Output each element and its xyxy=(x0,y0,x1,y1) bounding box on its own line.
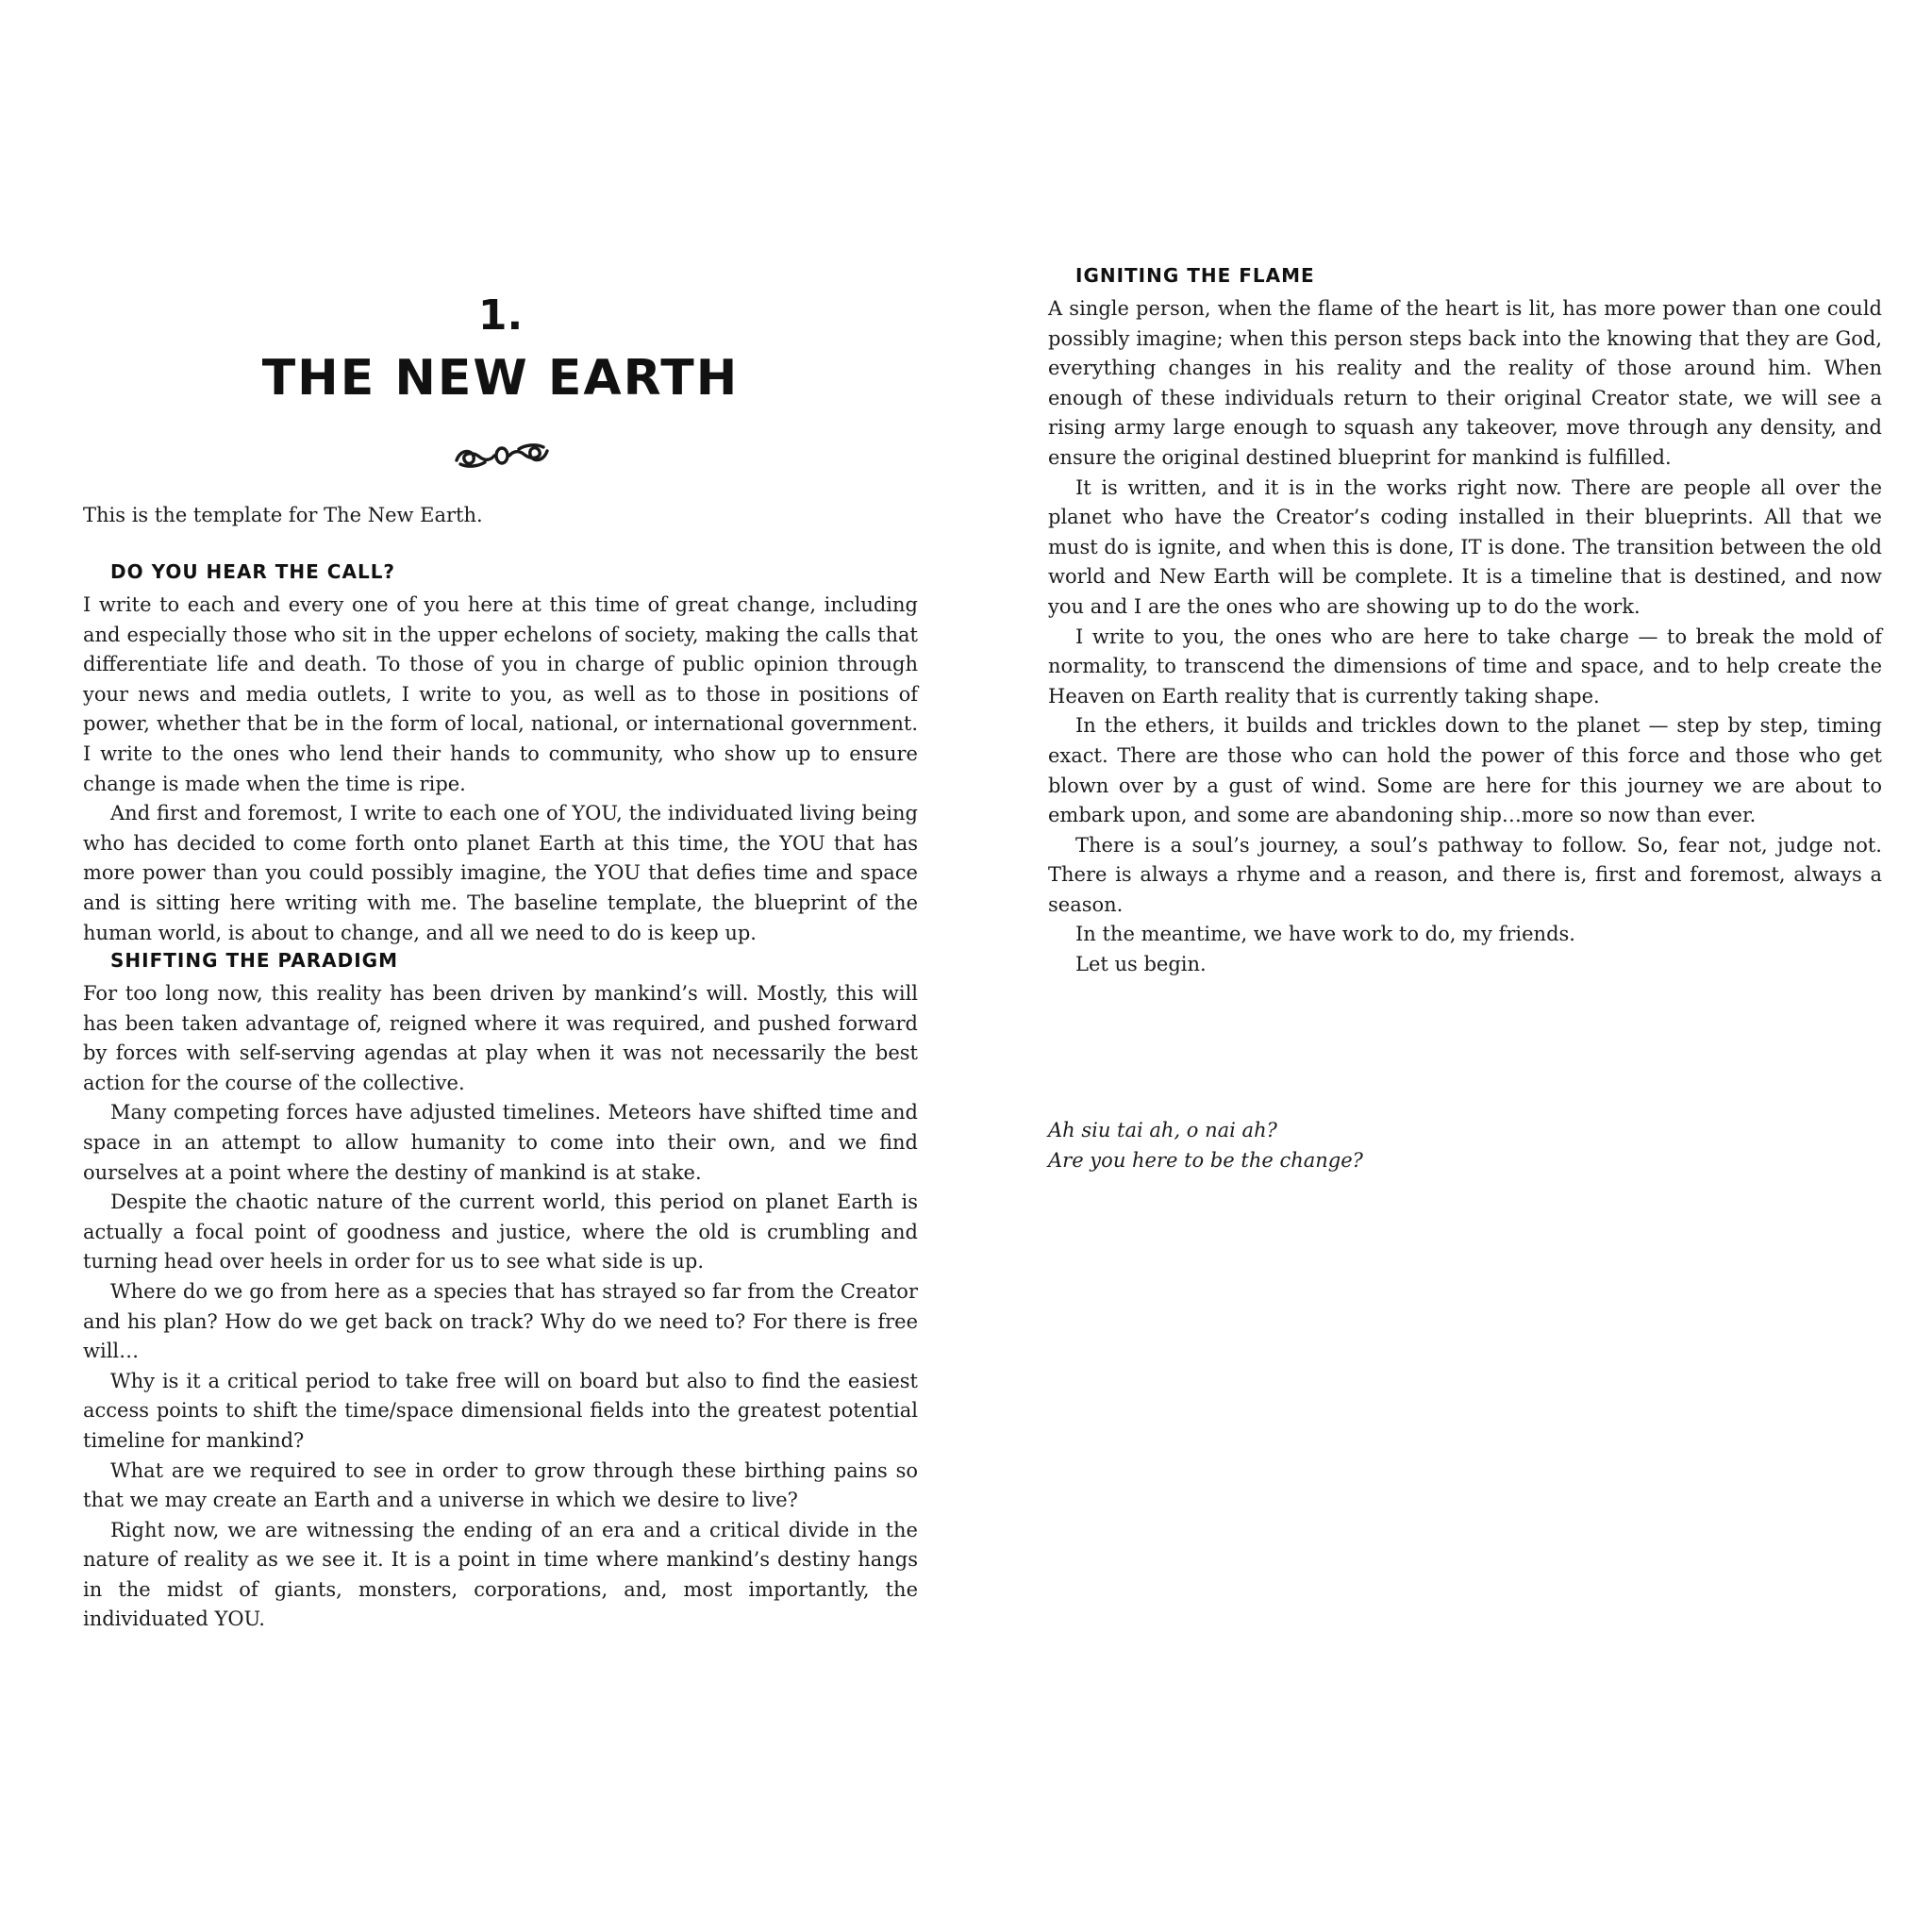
body-paragraph: Right now, we are witnessing the ending of an era and a critical divide in the nature of reality as we see it. It is a point in time where mankind’s destiny hangs in the midst of giants, monsters, corporations, and, most importantly, the individuated YOU. xyxy=(83,1518,918,1631)
body-paragraph: Despite the chaotic nature of the current world, this period on planet Earth is actually a focal point of goodness and justice, where the old is crumbling and turning head over heels in order for us to see what side is up. xyxy=(83,1191,918,1274)
section-shifting-paradigm xyxy=(83,945,918,1635)
section-igniting-flame xyxy=(1048,260,1882,980)
body-paragraph: What are we required to see in order to grow through these birthing pains so that we may create an Earth and a universe in which we desire to live? xyxy=(83,1458,918,1512)
section-heading: DO YOU HEAR THE CALL? xyxy=(110,560,396,583)
section-hear-call xyxy=(83,557,918,948)
right-page xyxy=(1048,0,1882,1932)
epigraph-line: Ah siu tai ah, o nai ah? xyxy=(1048,1119,1277,1141)
body-paragraph: Let us begin. xyxy=(1075,953,1207,976)
epigraph xyxy=(1048,1115,1882,1175)
body-paragraph: A single person, when the flame of the heart is lit, has more power than one could possibly imagine; when this person steps back into the knowing that they are God, everything changes in his reality and the reality of those around him. When enough of these individuals return to their original Creator state, we will see a rising army large enough to squash any takeover, move through any density, and ensure the original destined blueprint for mankind is fulfilled. xyxy=(1048,297,1882,469)
epigraph-line: Are you here to be the change? xyxy=(1048,1149,1363,1172)
intro-text-block xyxy=(83,501,918,531)
section-heading: SHIFTING THE PARADIGM xyxy=(110,949,398,972)
body-paragraph: It is written, and it is in the works right now. There are people all over the planet who have the Creator’s coding installed in their blueprints. All that we must do is ignite, and when this is done, IT is done. The transition between the old world and New Earth will be complete. It is a timeline that is destined, and now you and I are the ones who are showing up to do the work. xyxy=(1048,475,1882,618)
intro-paragraph: This is the template for The New Earth. xyxy=(83,504,483,526)
body-paragraph: There is a soul’s journey, a soul’s pathway to follow. So, fear not, judge not. There is always a rhyme and a reason, and there is, first and foremost, always a season. xyxy=(1048,833,1882,916)
body-paragraph: And first and foremost, I write to each one of YOU, the individuated living being who has decided to come forth onto planet Earth at this time, the YOU that has more power than you could possibly imagine, the YOU that defies time and space and is sitting here writing with me. The baseline template, the blueprint of the human world, is about to change, and all we need to do is keep up. xyxy=(83,802,918,944)
body-paragraph: I write to you, the ones who are here to take charge — to break the mold of normality, to transcend the dimensions of time and space, and to help create the Heaven on Earth reality that is currently taking shape. xyxy=(1048,625,1882,708)
body-paragraph: I write to each and every one of you here at this time of great change, including and especially those who sit in the upper echelons of society, making the calls that differentiate life and death. To those of you in charge of public opinion through your news and media outlets, I write to you, as well as to those in positions of power, whether that be in the form of local, national, or international government. I write to the ones who lend their hands to community, who show up to ensure change is made when the time is ripe. xyxy=(83,593,918,795)
section-heading: IGNITING THE FLAME xyxy=(1075,264,1315,287)
scroll-flourish-icon xyxy=(453,440,551,472)
left-page xyxy=(83,0,918,1932)
body-paragraph: In the meantime, we have work to do, my friends. xyxy=(1075,923,1575,946)
body-paragraph: Why is it a critical period to take free will on board but also to find the easiest access points to shift the time/space dimensional fields into the greatest potential timeline for mankind? xyxy=(83,1369,918,1452)
body-paragraph: Many competing forces have adjusted timelines. Meteors have shifted time and space in an attempt to allow humanity to come into their own, and we find ourselves at a point where the destiny of mankind is at stake. xyxy=(83,1101,918,1184)
body-paragraph: For too long now, this reality has been driven by mankind’s will. Mostly, this will has been taken advantage of, reigned where it was required, and pushed forward by forces with self-serving agendas at play when it was not necessarily the best action for the course of the collective. xyxy=(83,982,918,1094)
body-paragraph: In the ethers, it builds and trickles down to the planet — step by step, timing exact. There are those who can hold the power of this force and those who get blown over by a gust of wind. Some are here for this journey we are about to embark upon, and some are abandoning ship…more so now than ever. xyxy=(1048,714,1882,827)
chapter-title: THE NEW EARTH xyxy=(261,350,740,407)
body-paragraph: Where do we go from here as a species that has strayed so far from the Creator and his plan? How do we get back on track? Why do we need to? For there is free will… xyxy=(83,1279,918,1363)
chapter-number: 1. xyxy=(477,291,524,340)
